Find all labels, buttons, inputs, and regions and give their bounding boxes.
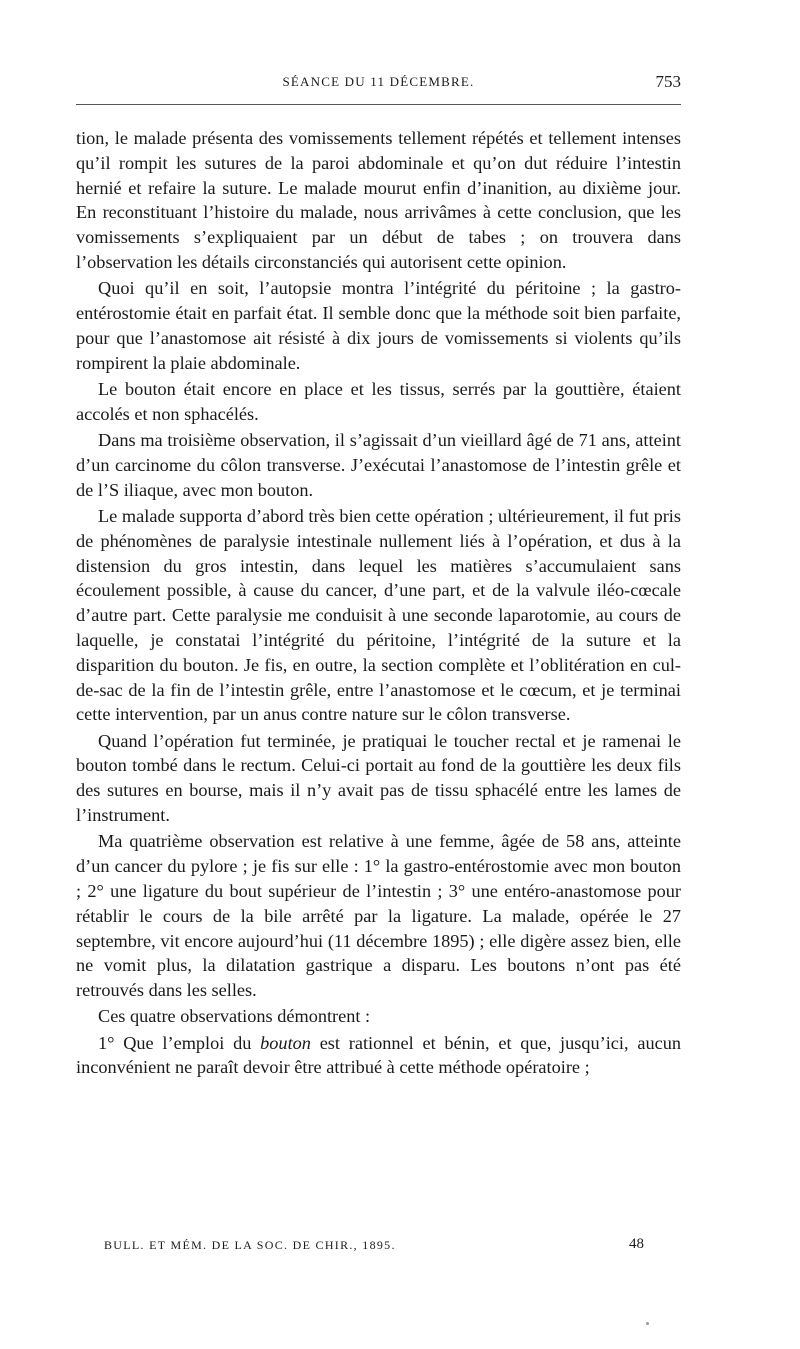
paragraph-3: Le bouton était encore en place et les tissus, serrés par la gouttière, étaient accolés et non sphacélés. (76, 378, 681, 424)
footer-publication: BULL. ET MÉM. DE LA SOC. DE CHIR., 1895. (104, 1238, 396, 1252)
footer-signature: 48 (629, 1236, 644, 1252)
paragraph-6: Quand l’opération fut terminée, je pratiquai le toucher rectal et je ramenai le bouton tombé dans le rectum. Celui-ci portait au fond de la gouttière les deux fils des sutures en bourse, mais il n’y avait pas de tissu sphacélé entre les lames de l’instrument. (76, 730, 681, 826)
paragraph-2: Quoi qu’il en soit, l’autopsie montra l’intégrité du péritoine ; la gastro-entérostomie était en parfait état. Il semble donc que la méthode soit bien parfaite, pour que l’anastomose ait résisté à dix jours de vomissements si violents qu’ils rompirent la plaie abdominale. (76, 278, 681, 373)
paragraph-9-rest: est rationnel et bénin, et que, jusqu’ici, aucun inconvénient ne paraît devoir être attribué à cette méthode opératoire ; (76, 1032, 681, 1078)
paragraph-9 (76, 1031, 681, 1081)
paragraph-7: Ma quatrième observation est relative à une femme, âgée de 58 ans, atteinte d’un cancer du pylore ; je fis sur elle : 1° la gastro-entérostomie avec mon bouton ; 2° une ligature du bout supérieur de l’intestin ; 3° une entéro-anastomose pour rétablir le cours de la bile arrêté par la ligature. La malade, opérée le 27 septembre, vit encore aujourd’hui (11 décembre 1895) ; elle digère assez bien, elle ne vomit plus, la dilatation gastrique a disparu. Les boutons n’ont pas été retrouvés dans les selles. (76, 831, 681, 1001)
paragraph-1: tion, le malade présenta des vomissements tellement répétés et tellement intenses qu’il rompit les sutures de la paroi abdominale et qu’on dut réduire l’intestin hernié et refaire la suture. Le malade mourut enfin d’inanition, au dixième jour. En reconstituant l’histoire du malade, nous arrivâmes à cette conclusion, que les vomissements s’expliquaient par un début de tabes ; on trouvera dans l’observation les détails circonstanciés qui autorisent cette opinion. (76, 128, 681, 272)
header-rule (76, 104, 681, 105)
paragraph-9-italic: bouton (260, 1032, 311, 1053)
paper-speck (646, 1322, 649, 1325)
running-title: SÉANCE DU 11 DÉCEMBRE. (282, 74, 475, 89)
body-text (76, 126, 681, 1082)
page-number: 753 (655, 72, 681, 91)
page-footer (104, 1238, 644, 1258)
paragraph-9-lead: 1° Que l’emploi du (98, 1032, 261, 1053)
paragraph-8: Ces quatre observations démontrent : (98, 1006, 371, 1027)
running-head (76, 74, 681, 98)
paragraph-4: Dans ma troisième observation, il s’agissait d’un vieillard âgé de 71 ans, atteint d’un carcinome du côlon transverse. J’exécutai l’anastomose de l’intestin grêle et de l’S iliaque, avec mon bouton. (76, 430, 681, 500)
paragraph-5: Le malade supporta d’abord très bien cette opération ; ultérieurement, il fut pris de phénomènes de paralysie intestinale nullement liés à l’opération, et dus à la distension du gros intestin, dans lequel les matières s’accumulaient sans écoulement possible, à cause du cancer, d’une part, et de la valvule iléo-cœcale d’autre part. Cette paralysie me conduisit à une seconde laparotomie, au cours de laquelle, je constatai l’intégrité du péritoine, l’intégrité de la suture et la disparition du bouton. Je fis, en outre, la section complète et l’oblitération en cul-de-sac de la fin de l’intestin grêle, entre l’anastomose et le cœcum, et je terminai cette intervention, par un anus contre nature sur le côlon transverse. (76, 505, 681, 725)
